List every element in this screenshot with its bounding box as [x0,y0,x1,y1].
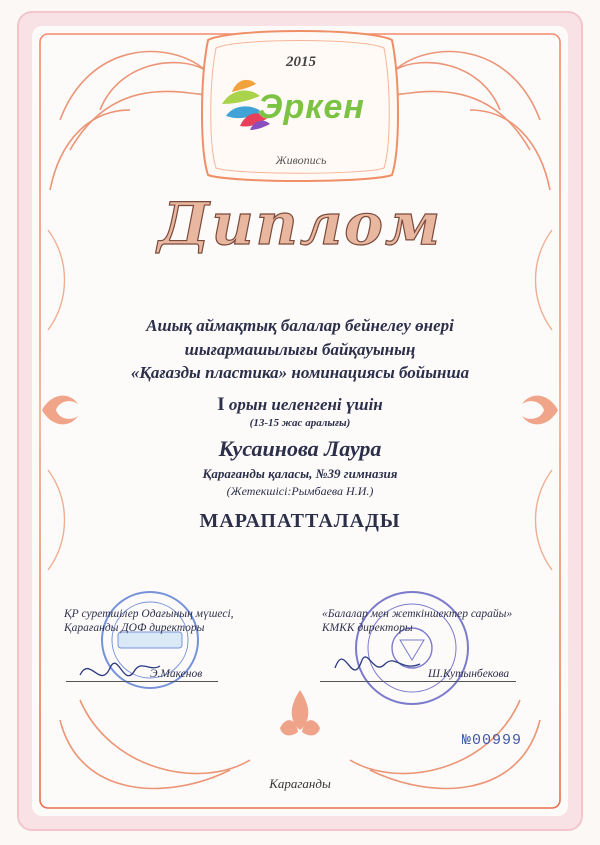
left-signature-line [66,681,218,682]
right-signatory-title-2: КМКК директоры [322,622,413,634]
place-text: орын иеленгені үшін [228,395,383,414]
left-signatory-title-1: ҚР суретшілер Одағының мүшесі, [64,608,234,620]
supervisor-info: (Жетекшісі:Рымбаева Н.И.) [226,484,374,498]
event-logo-text: Эркен [258,88,365,126]
recipient-name: Кусаинова Лаура [218,436,382,461]
place-line [60,394,540,416]
place-number: I [217,394,225,415]
year-label: 2015 [286,54,316,70]
school-info: Қарағанды қаласы, №39 гимназия [202,466,398,481]
age-group: (13-15 жас аралығы) [249,417,351,429]
diploma-number: №00999 [462,732,523,749]
contest-line-3: «Қағазды пластика» номинациясы бойынша [130,363,470,382]
left-signatory-title-2: Қарағанды ДОФ директоры [64,622,205,634]
diploma-title: Диплом [157,190,443,258]
city-label: Караганды [269,776,331,791]
right-signatory-title-1: «Балалар мен жеткіншектер сарайы» [322,608,513,620]
right-signatory-name: Ш.Кутынбекова [428,668,510,680]
left-signatory-name: Э.Макенов [150,668,203,680]
contest-line-1: Ашық аймақтық балалар бейнелеу өнері [146,316,454,335]
category-label: Живопись [275,153,327,167]
awarded-label: МАРАПАТТАЛАДЫ [199,510,401,532]
contest-line-2: шығармашылығы байқауының [184,340,416,359]
right-signature-line [320,681,516,682]
